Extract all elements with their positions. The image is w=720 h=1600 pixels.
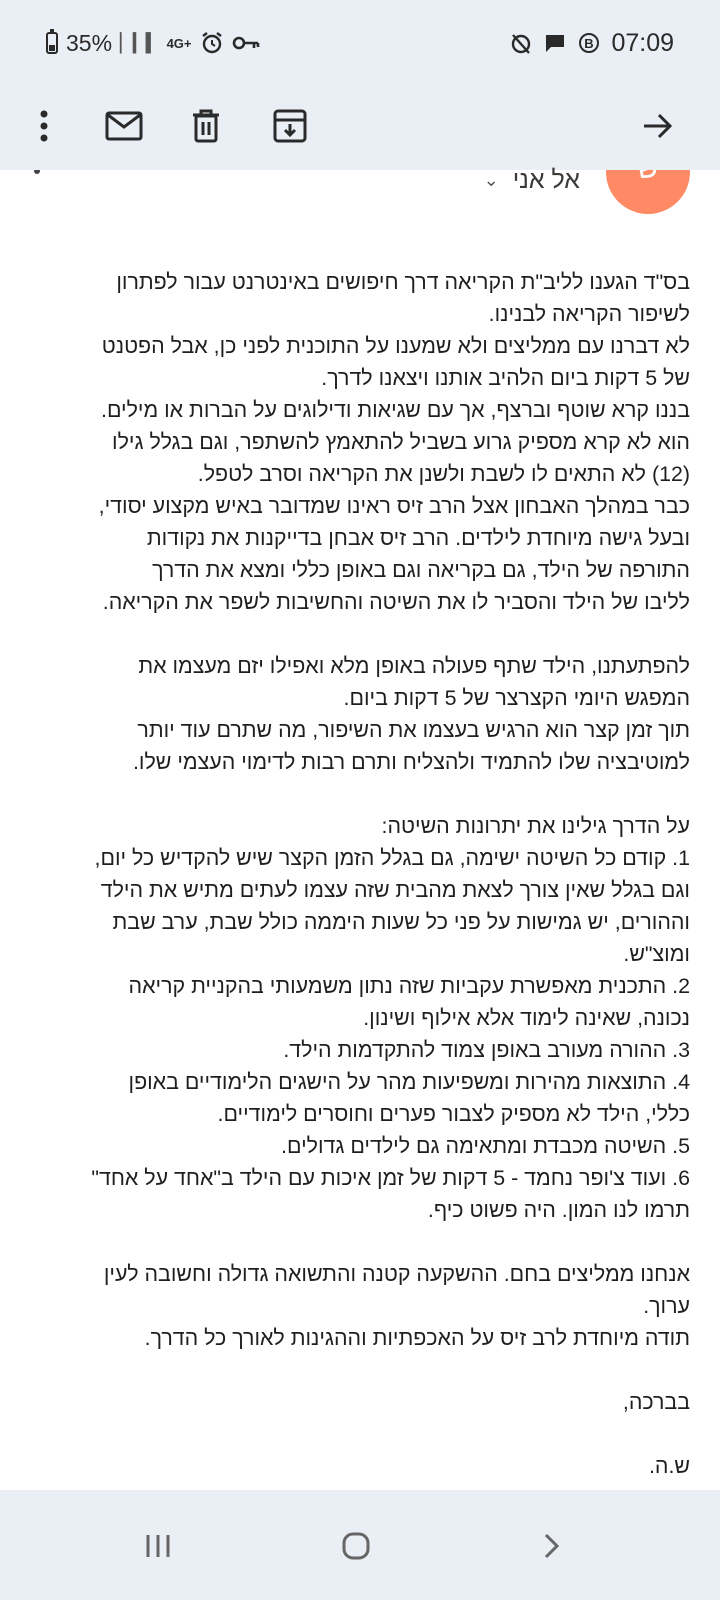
status-bar (0, 0, 720, 84)
recent-apps-button[interactable] (128, 1524, 188, 1568)
clock: 07:09 (611, 28, 674, 57)
more-vert-icon (38, 108, 50, 144)
body-line: 5. השיטה מכבדת ומתאימה גם לילדים גדולים. (281, 1134, 690, 1158)
alarm-icon (200, 31, 224, 55)
body-line: ובעל גישה מיוחדת לילדים. הרב זיס אבחן בדייקנות את נקודות (146, 526, 690, 550)
body-line: 1. קודם כל השיטה ישימה, גם בגלל הזמן הקצר שיש להקדיש כל יום, (94, 846, 690, 870)
body-line: הוא לא קרא מספיק גרוע בשביל להתאמץ להשתפר, וגם בגלל גילו (112, 430, 690, 454)
paragraph-gap (40, 1226, 690, 1258)
forward-button-overlay[interactable] (628, 96, 688, 156)
body-line: 6. ועוד צ'ופר נחמד - 5 דקות של זמן איכות עם הילד ב"אחד על אחד" (91, 1166, 690, 1190)
paragraph-gap (40, 778, 690, 810)
body-line: לליבו של הילד והסביר לו את השיטה והחשיבות לשפר את הקריאה. (102, 590, 690, 614)
signal-icon: ▏▎▍ (120, 32, 159, 53)
paragraph-gap (40, 1354, 690, 1386)
battery-icon (46, 32, 58, 54)
archive-button-overlay[interactable] (260, 96, 320, 156)
body-line: ומוצ"ש. (623, 942, 690, 966)
system-nav-bar (0, 1490, 720, 1600)
delete-icon (191, 109, 221, 143)
body-line: תוך זמן קצר הוא הרגיש בעצמו את השיפור, מה שתרם עוד יותר (137, 718, 690, 742)
delete-button-overlay[interactable] (176, 96, 236, 156)
network-icon (167, 37, 192, 50)
more-options-button-overlay[interactable] (14, 96, 74, 156)
status-right (509, 28, 674, 58)
network-type: 4G+ (166, 35, 192, 51)
recent-apps-icon (144, 1533, 172, 1559)
mail-icon (105, 111, 143, 141)
body-line: להפתעתנו, הילד שתף פעולה באופן מלא ואפילו יזם מעצמו את (138, 654, 690, 678)
recipient-toggle[interactable] (484, 166, 580, 195)
arrow-forward-icon (642, 112, 674, 140)
mark-unread-button-overlay[interactable] (94, 96, 154, 156)
battery-level: 35% (66, 29, 113, 56)
body-line: תרמו לנו המון. היה פשוט כיף. (427, 1198, 690, 1222)
mute-icon (509, 31, 533, 55)
body-line: 4. התוצאות מהירות ומשפיעות מהר על הישגים הלימודיים באופן (128, 1070, 690, 1094)
body-line: המפגש היומי הקצרצר של 5 דקות ביום. (343, 686, 690, 710)
back-icon (543, 1532, 561, 1560)
body-line: של 5 דקות ביום הלהיב אותנו ויצאנו לדרך. (321, 366, 690, 390)
body-line: 2. התכנית מאפשרת עקביות שזה נתון משמעותי בהקניית קריאה (128, 974, 690, 998)
body-line: ערוך. (643, 1294, 690, 1318)
body-line: 3. ההורה מעורב באופן צמוד להתקדמות הילד. (283, 1038, 690, 1062)
svg-text:B: B (584, 36, 595, 51)
b-icon (577, 31, 601, 55)
chevron-down-icon: ⌄ (483, 170, 499, 190)
paragraph-gap (40, 1418, 690, 1450)
body-line: כללי, הילד לא מספיק לצבור פערים וחוסרים לימודיים. (217, 1102, 690, 1126)
body-line: לא דברנו עם ממליצים ולא שמענו על התוכנית לפני כן, אבל הפטנט (101, 334, 690, 358)
body-line: בננו קרא שוטף וברצף, אך עם שגיאות ודילוגים על הברות או מילים. (101, 398, 690, 422)
body-line: וההורים, יש גמישות על פני כל שעות היממה כולל שבת, ערב שבת (112, 910, 690, 934)
toolbar-overlay (0, 84, 720, 170)
body-line: למוטיבציה שלו להתמיד ולהצליח ותרם רבות לדימוי העצמי שלו. (132, 750, 690, 774)
home-icon (341, 1531, 371, 1561)
home-button[interactable] (326, 1524, 386, 1568)
body-line: לשיפור הקריאה לבנינו. (488, 302, 690, 326)
body-line: ש.ה. (648, 1454, 690, 1478)
body-line: כבר במהלך האבחון אצל הרב זיס ראינו שמדובר באיש מקצוע יסודי, (98, 494, 690, 518)
body-line: בברכה, (622, 1390, 690, 1414)
paragraph-gap (40, 618, 690, 650)
body-line: בס"ד הגענו לליב"ת הקריאה דרך חיפושים באינטרנט עבור לפתרון (116, 270, 690, 294)
back-button[interactable] (522, 1524, 582, 1568)
body-line: תודה מיוחדת לרב זיס על האכפתיות וההגינות לאורך כל הדרך. (144, 1326, 690, 1350)
email-body (40, 266, 690, 1482)
body-line: על הדרך גילינו את יתרונות השיטה: (381, 814, 690, 838)
body-line: וגם בגלל שאין צורך לצאת מהבית שזה עצמו לעתים מתיש את הילד (100, 878, 690, 902)
key-icon (232, 33, 260, 53)
body-line: התורפה של הילד, גם בקריאה וגם באופן כללי ומצא את הדרך (152, 558, 690, 582)
body-line: (12) לא התאים לו לשבת ולשנן את הקריאה וסרב לטפל. (197, 462, 690, 486)
body-line: נכונה, שאינה לימוד אלא אילוף ושינון. (363, 1006, 690, 1030)
archive-icon (273, 109, 307, 143)
message-icon (543, 31, 567, 55)
status-left (46, 28, 260, 58)
body-line: אנחנו ממליצים בחם. ההשקעה קטנה והתשואה גדולה וחשובה לעין (103, 1262, 690, 1286)
recipient-label: אל אני (512, 166, 580, 194)
